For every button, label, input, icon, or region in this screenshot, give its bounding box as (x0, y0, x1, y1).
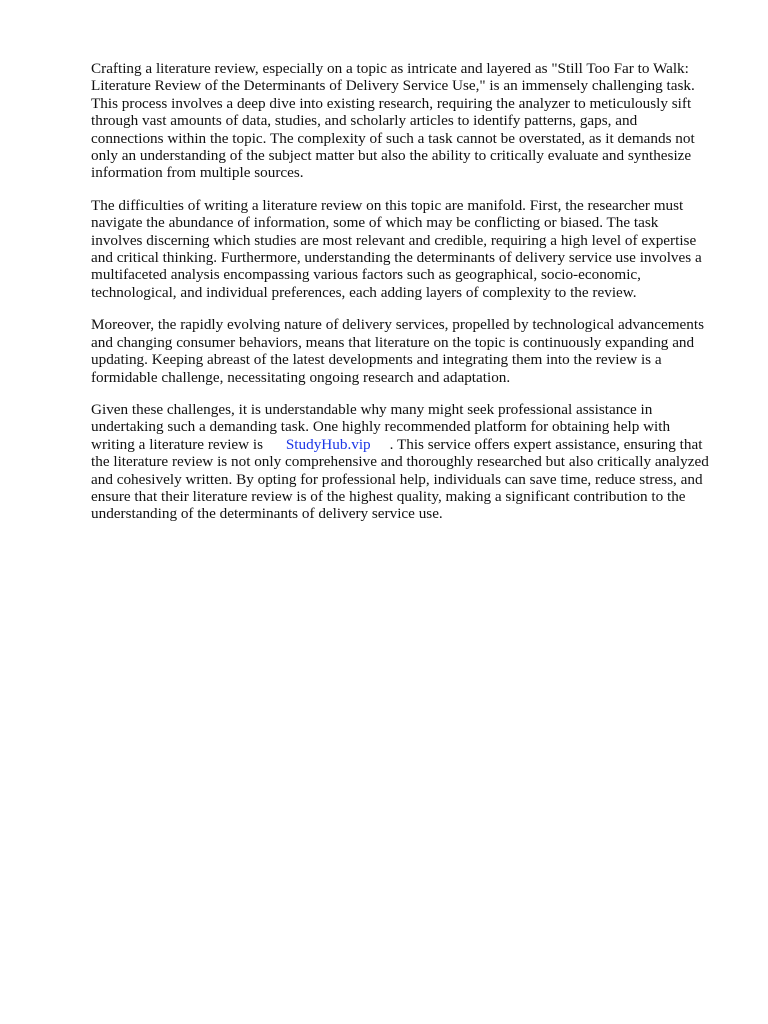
text-line: ensure that their literature review is of the highest quality, making a significant contribution to the (91, 487, 686, 505)
text-line: Crafting a literature review, especially on a topic as intricate and layered as "Still Too Far to Walk: (91, 60, 689, 77)
text-line: through vast amounts of data, studies, and scholarly articles to identify patterns, gaps, and (91, 112, 638, 130)
text-line: multifaceted analysis encompassing various factors such as geographical, socio-economic, (91, 266, 641, 284)
paragraph-difficulties (91, 197, 731, 301)
text-line: information from multiple sources. (91, 164, 304, 182)
text-line-with-link (91, 436, 731, 453)
paragraph-assistance (91, 401, 731, 523)
link-line-prefix: writing a literature review is (91, 435, 286, 453)
text-line: and cohesively written. By opting for professional help, individuals can save time, reduce stress, and (91, 470, 703, 488)
paragraph-intro (91, 60, 731, 182)
text-line: and critical thinking. Furthermore, understanding the determinants of delivery service use involves a (91, 249, 702, 267)
text-line: only an understanding of the subject matter but also the ability to critically evaluate and synthesize (91, 147, 692, 165)
text-line: updating. Keeping abreast of the latest developments and integrating them into the review is a (91, 351, 662, 369)
link-line-suffix: . This service offers expert assistance, ensuring that (370, 435, 703, 453)
text-line: The difficulties of writing a literature review on this topic are manifold. First, the researcher must (91, 196, 684, 214)
text-line: undertaking such a demanding task. One highly recommended platform for obtaining help with (91, 418, 671, 436)
text-line: technological, and individual preferences, each adding layers of complexity to the review. (91, 283, 637, 301)
text-line: navigate the abundance of information, some of which may be conflicting or biased. The task (91, 214, 659, 232)
text-line: understanding of the determinants of delivery service use. (91, 505, 443, 523)
document-body (91, 60, 731, 538)
paragraph-evolving (91, 316, 731, 386)
text-line: formidable challenge, necessitating ongoing research and adaptation. (91, 368, 511, 386)
text-line: Moreover, the rapidly evolving nature of delivery services, propelled by technological advancements (91, 316, 705, 334)
text-line: This process involves a deep dive into existing research, requiring the analyzer to meticulously sift (91, 94, 692, 112)
text-line: Literature Review of the Determinants of Delivery Service Use," is an immensely challenging task. (91, 77, 695, 95)
text-line: Given these challenges, it is understandable why many might seek professional assistance in (91, 400, 653, 418)
text-line: and changing consumer behaviors, means that literature on the topic is continuously expanding and (91, 333, 695, 351)
text-line: connections within the topic. The complexity of such a task cannot be overstated, as it demands not (91, 129, 695, 147)
text-line: involves discerning which studies are most relevant and credible, requiring a high level of expertise (91, 231, 697, 249)
text-line: the literature review is not only comprehensive and thoroughly researched but also critically analyzed (91, 453, 709, 471)
studyhub-link[interactable]: StudyHub.vip (285, 435, 371, 453)
